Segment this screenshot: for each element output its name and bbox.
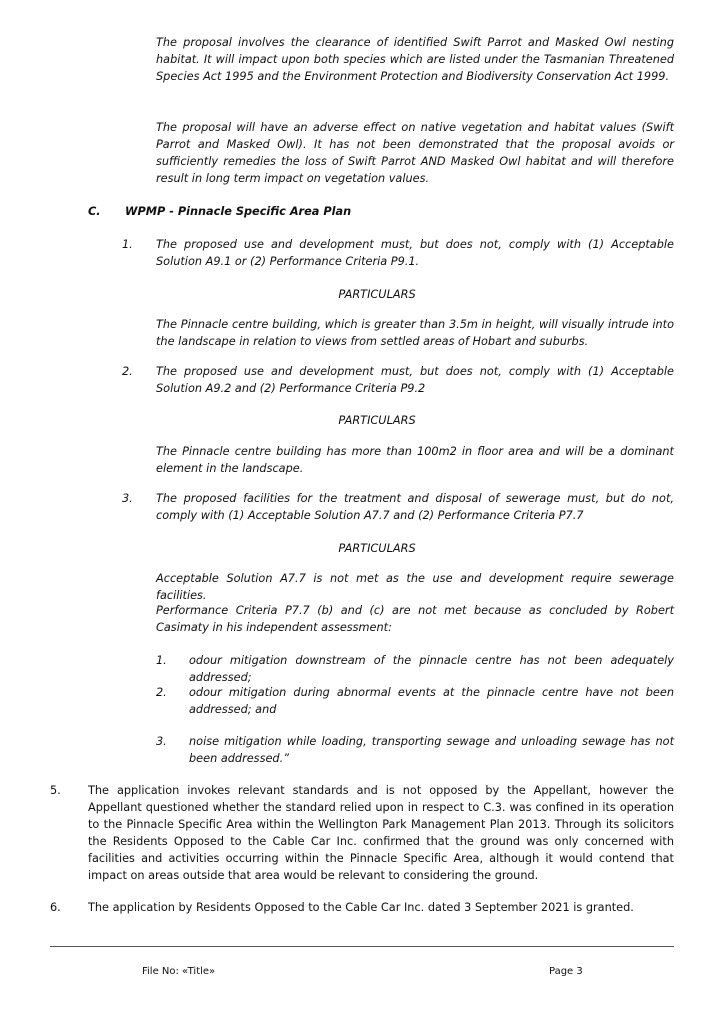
subitem-2-text: odour mitigation during abnormal events at the pinnacle centre have not been addressed; and — [189, 686, 674, 716]
paragraph-6-number: 6. — [50, 901, 61, 914]
subitem-3-number: 3. — [156, 735, 167, 748]
intro-paragraph-2: The proposal will have an adverse effect on native vegetation and habitat values (Swift Parrot and Masked Owl). It has not been demonstrated that the proposal avoids or sufficiently remedies the loss of Swift Parrot AND Masked Owl habitat and will therefore result in long term impact on vegetation values. — [156, 121, 674, 185]
item-1-particulars-heading: PARTICULARS — [338, 288, 416, 301]
item-2-number: 2. — [122, 365, 133, 378]
subitem-1-number: 1. — [156, 654, 167, 667]
item-3-particulars-heading: PARTICULARS — [338, 542, 416, 555]
item-2-particulars: The Pinnacle centre building has more than 100m2 in floor area and will be a dominant element in the landscape. — [156, 445, 674, 475]
footer-page-number: Page 3 — [549, 966, 583, 977]
intro-paragraph-1: The proposal involves the clearance of identified Swift Parrot and Masked Owl nesting habitat. It will impact upon both species which are listed under the Tasmanian Threatened Species Act 1995 and the Environment Protection and Biodiversity Conservation Act 1999. — [156, 36, 674, 83]
section-c-title: WPMP - Pinnacle Specific Area Plan — [125, 205, 352, 218]
footer-file-number: File No: «Title» — [142, 966, 216, 977]
item-3-number: 3. — [122, 492, 133, 505]
item-3-particulars: Acceptable Solution A7.7 is not met as the use and development require sewerage facilities. — [156, 572, 674, 602]
item-3-particulars-2: Performance Criteria P7.7 (b) and (c) are not met because as concluded by Robert Casimaty in his independent assessment: — [156, 604, 674, 634]
section-c-letter: C. — [88, 205, 101, 218]
paragraph-5-text: The application invokes relevant standards and is not opposed by the Appellant, however the Appellant questioned whether the standard relied upon in respect to C.3. was confined in its operation to the Pinnacle Specific Area within the Wellington Park Management Plan 2013. Through its solicitors the Residents Opposed to the Cable Car Inc. confirmed that the ground was only concerned with facilities and activities occurring within the Pinnacle Specific Area, although it would contend that impact on areas outside that area would be relevant to considering the ground. — [88, 784, 674, 882]
item-1-text: The proposed use and development must, but does not, comply with (1) Acceptable Solution A9.1 or (2) Performance Criteria P9.1. — [156, 238, 674, 268]
paragraph-6-text: The application by Residents Opposed to the Cable Car Inc. dated 3 September 2021 is granted. — [88, 901, 634, 914]
subitem-3-text: noise mitigation while loading, transporting sewage and unloading sewage has not been addressed.” — [189, 735, 674, 765]
subitem-2-number: 2. — [156, 686, 167, 699]
item-1-number: 1. — [122, 238, 133, 251]
footer-divider — [50, 946, 674, 947]
item-2-particulars-heading: PARTICULARS — [338, 414, 416, 427]
paragraph-5-number: 5. — [50, 784, 61, 797]
item-2-text: The proposed use and development must, but does not, comply with (1) Acceptable Solution A9.2 and (2) Performance Criteria P9.2 — [156, 365, 674, 395]
subitem-1-text: odour mitigation downstream of the pinnacle centre has not been adequately addressed; — [189, 654, 674, 684]
item-1-particulars: The Pinnacle centre building, which is greater than 3.5m in height, will visually intrude into the landscape in relation to views from settled areas of Hobart and suburbs. — [156, 318, 674, 348]
item-3-text: The proposed facilities for the treatment and disposal of sewerage must, but do not, comply with (1) Acceptable Solution A7.7 and (2) Performance Criteria P7.7 — [156, 492, 674, 522]
